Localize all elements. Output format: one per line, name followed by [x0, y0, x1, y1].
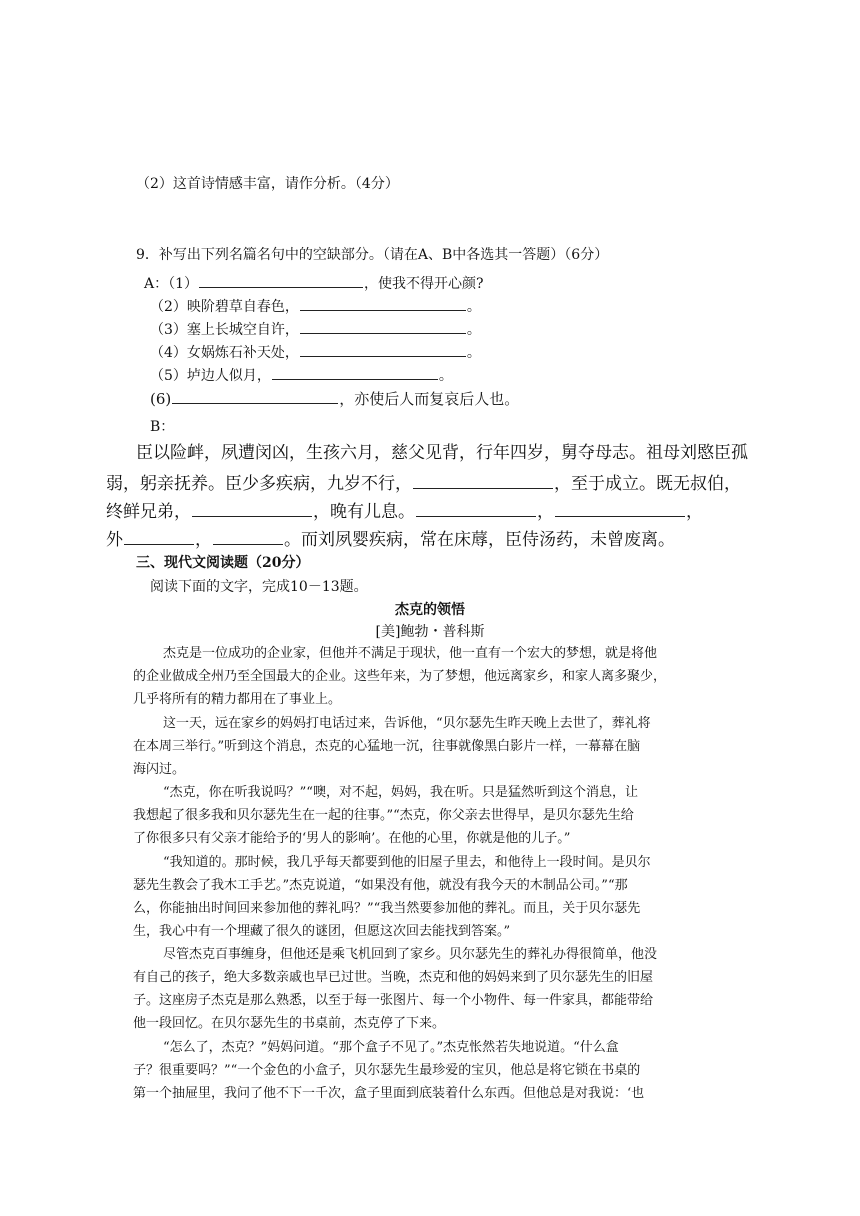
passage-line: 杰克是一位成功的企业家，但他并不满足于现状，他一直有一个宏大的梦想，就是将他	[163, 646, 658, 661]
question-9-a6	[150, 389, 519, 407]
question-9-a3: （3）塞上长城空自许， 。	[150, 319, 481, 337]
answer-blank[interactable]	[555, 502, 685, 517]
passage-line: 海闪过。	[133, 762, 186, 777]
answer-blank[interactable]	[192, 502, 312, 517]
passage-author: [美]鲍勃・普科斯	[375, 624, 485, 640]
passage-line: “杰克，你在听我说吗？”“噢，对不起，妈妈，我在听。只是猛然听到这个消息，让	[163, 785, 638, 800]
b-passage-line-2: 弱，躬亲抚养。臣少多疾病，九岁不行， ，至于成立。既无叔伯，	[106, 474, 741, 494]
answer-blank[interactable]	[199, 273, 363, 288]
question-8-part-2: （2）这首诗情感丰富，请作分析。（4分）	[136, 176, 399, 192]
passage-line: 尽管杰克百事缠身，但他还是乘飞机回到了家乡。贝尔瑟先生的葬礼办得很简单，他没	[163, 947, 658, 962]
passage-line: 么，你能抽出时间回来参加他的葬礼吗？”“我当然要参加他的葬礼。而且，关于贝尔瑟先	[133, 901, 641, 916]
question-9-a5: （5）垆边人似月， 。	[150, 365, 453, 383]
a1-text: ，使我不得开心颜?	[364, 276, 484, 292]
passage-line: 在本周三举行。”听到这个消息，杰克的心猛地一沉，往事就像黑白影片一样，一幕幕在脑	[133, 739, 641, 754]
passage-line: 的企业做成全州乃至全国最大的企业。这些年来，为了梦想，他远离家乡，和家人离多聚少，	[133, 669, 667, 684]
passage-line: 我想起了很多我和贝尔瑟先生在一起的往事。”“杰克，你父亲去世得早，是贝尔瑟先生给	[133, 808, 634, 823]
passage-line: “怎么了，杰克？”妈妈问道。“那个盒子不见了。”杰克怅然若失地说道。“什么盒	[163, 1040, 619, 1055]
passage-line: 子？很重要吗？”“一个金色的小盒子，贝尔瑟先生最珍爱的宝贝，他总是将它锁在书桌的	[133, 1063, 641, 1078]
section-3-intro: 阅读下面的文字，完成10－13题。	[150, 579, 368, 595]
b-passage-line-3: 终鲜兄弟， ，晚有儿息。 ， ，	[106, 502, 703, 522]
a-label: A：（1）	[144, 276, 199, 292]
passage-line: 了你很多只有父亲才能给予的‘男人的影响’。在他的心里，你就是他的儿子。”	[133, 831, 571, 846]
a2-text: （2）映阶碧草自春色，	[150, 299, 299, 315]
b-label: B：	[150, 419, 175, 435]
b-passage-line-4: 外 ， 。而刘夙婴疾病，常在床蓐，臣侍汤药，未曾废离。	[106, 530, 675, 550]
passage-line: “我知道的。那时候，我几乎每天都要到他的旧屋子里去，和他待上一段时间。是贝尔	[163, 855, 651, 870]
answer-blank[interactable]	[213, 530, 283, 545]
a6-label: (6)	[150, 390, 172, 408]
answer-blank[interactable]	[413, 474, 553, 489]
question-9-a2: （2）映阶碧草自春色， 。	[150, 296, 481, 314]
answer-blank[interactable]	[300, 342, 466, 357]
passage-line: 他一段回忆。在贝尔瑟先生的书桌前，杰克停了下来。	[133, 1016, 446, 1031]
passage-line: 生，我心中有一个埋藏了很久的谜团，但愿这次回去能找到答案。”	[133, 924, 511, 939]
a4-text: （4）女娲炼石补天处，	[150, 345, 299, 361]
a6-text: ，亦使后人而复哀后人也。	[339, 390, 520, 408]
answer-blank[interactable]	[416, 502, 536, 517]
passage-line: 几乎将所有的精力都用在了事业上。	[133, 692, 342, 707]
section-3-heading: 三、现代文阅读题（20分）	[136, 555, 310, 571]
passage-line: 这一天，远在家乡的妈妈打电话过来，告诉他，“贝尔瑟先生昨天晚上去世了，葬礼将	[163, 716, 651, 731]
question-9-a4: （4）女娲炼石补天处， 。	[150, 342, 481, 360]
passage-line: 有自己的孩子，绝大多数亲戚也早已过世。当晚，杰克和他的妈妈来到了贝尔瑟先生的旧屋	[133, 970, 654, 985]
answer-blank[interactable]	[300, 319, 466, 334]
answer-blank[interactable]	[172, 389, 338, 404]
answer-blank[interactable]	[272, 365, 438, 380]
question-9-a1	[144, 273, 484, 291]
a5-text: （5）垆边人似月，	[150, 368, 271, 384]
passage-line: 瑟先生教会了我木工手艺。”杰克说道，“如果没有他，就没有我今天的木制品公司。”“那	[133, 878, 628, 893]
passage-line: 第一个抽屉里，我问了他不下一千次，盒子里面到底装着什么东西。但他总是对我说：‘也	[133, 1086, 645, 1101]
passage-line: 子。这座房子杰克是那么熟悉，以至于每一张图片、每一个小物件、每一件家具，都能带给	[133, 993, 654, 1008]
a3-text: （3）塞上长城空自许，	[150, 322, 299, 338]
answer-blank[interactable]	[300, 296, 466, 311]
passage-title: 杰克的领悟	[395, 602, 465, 618]
question-9-stem: 9．补写出下列名篇名句中的空缺部分。（请在A、B中各选其一答题）（6分）	[136, 247, 609, 263]
answer-blank[interactable]	[124, 530, 194, 545]
b-passage-line-1: 臣以险衅，夙遭闵凶，生孩六月，慈父见背，行年四岁，舅夺母志。祖母刘愍臣孤	[136, 443, 748, 463]
